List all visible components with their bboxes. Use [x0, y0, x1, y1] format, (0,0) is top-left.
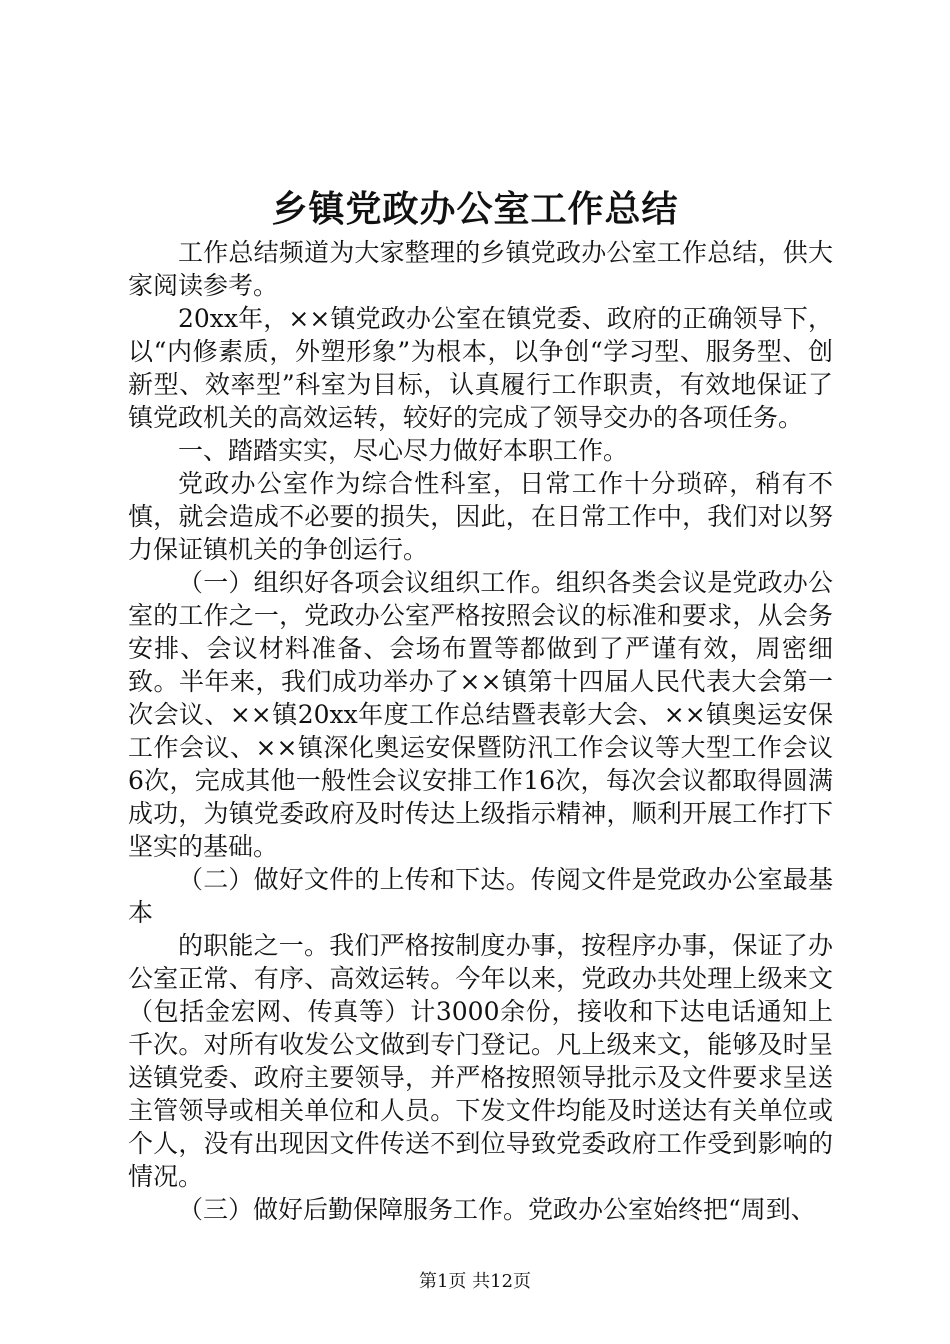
document-body — [128, 236, 833, 1226]
paragraph-section-1: 党政办公室作为综合性科室，日常工作十分琐碎，稍有不慎，就会造成不必要的损失，因此，在日常工作中，我们对以努力保证镇机关的争创运行。 — [128, 469, 833, 564]
paragraph-item-1: （一）组织好各项会议组织工作。组织各类会议是党政办公室的工作之一，党政办公室严格按照会议的标准和要求，从会务安排、会议材料准备、会场布置等都做到了严谨有效，周密细致。半年来，我们成功举办了××镇第十四届人民代表大会第一次会议、××镇20xx年度工作总结暨表彰大会、××镇奥运安保工作会议、××镇深化奥运安保暨防汛工作会议等大型工作会议6次，完成其他一般性会议安排工作16次，每次会议都取得圆满成功，为镇党委政府及时传达上级指示精神，顺利开展工作打下坚实的基础。 — [128, 568, 833, 861]
paragraph-item-3: （三）做好后勤保障服务工作。党政办公室始终把“周到、 — [178, 1195, 816, 1224]
paragraph-summary: 20xx年，××镇党政办公室在镇党委、政府的正确领导下，以“内修素质，外塑形象”为根本，以争创“学习型、服务型、创新型、效率型”科室为目标，认真履行工作职责，有效地保证了镇党政机关的高效运转，较好的完成了领导交办的各项任务。 — [128, 304, 833, 432]
page-number-footer: 第1页 共12页 — [418, 1271, 532, 1292]
section-heading-1: 一、踏踏实实，尽心尽力做好本职工作。 — [178, 436, 629, 465]
paragraph-intro: 工作总结频道为大家整理的乡镇党政办公室工作总结，供大家阅读参考。 — [128, 238, 833, 300]
document-title: 乡镇党政办公室工作总结 — [271, 188, 679, 230]
paragraph-item-2-continued: 的职能之一。我们严格按制度办事，按程序办事，保证了办公室正常、有序、高效运转。今年以来，党政办共处理上级来文（包括金宏网、传真等）计3000余份，接收和下达电话通知上千次。对所有收发公文做到专门登记。凡上级来文，能够及时呈送镇党委、政府主要领导，并严格按照领导批示及文件要求呈送主管领导或相关单位和人员。下发文件均能及时送达有关单位或个人，没有出现因文件传送不到位导致党委政府工作受到影响的情况。 — [128, 931, 833, 1191]
paragraph-item-2: （二）做好文件的上传和下达。传阅文件是党政办公室最基本 — [128, 865, 833, 927]
